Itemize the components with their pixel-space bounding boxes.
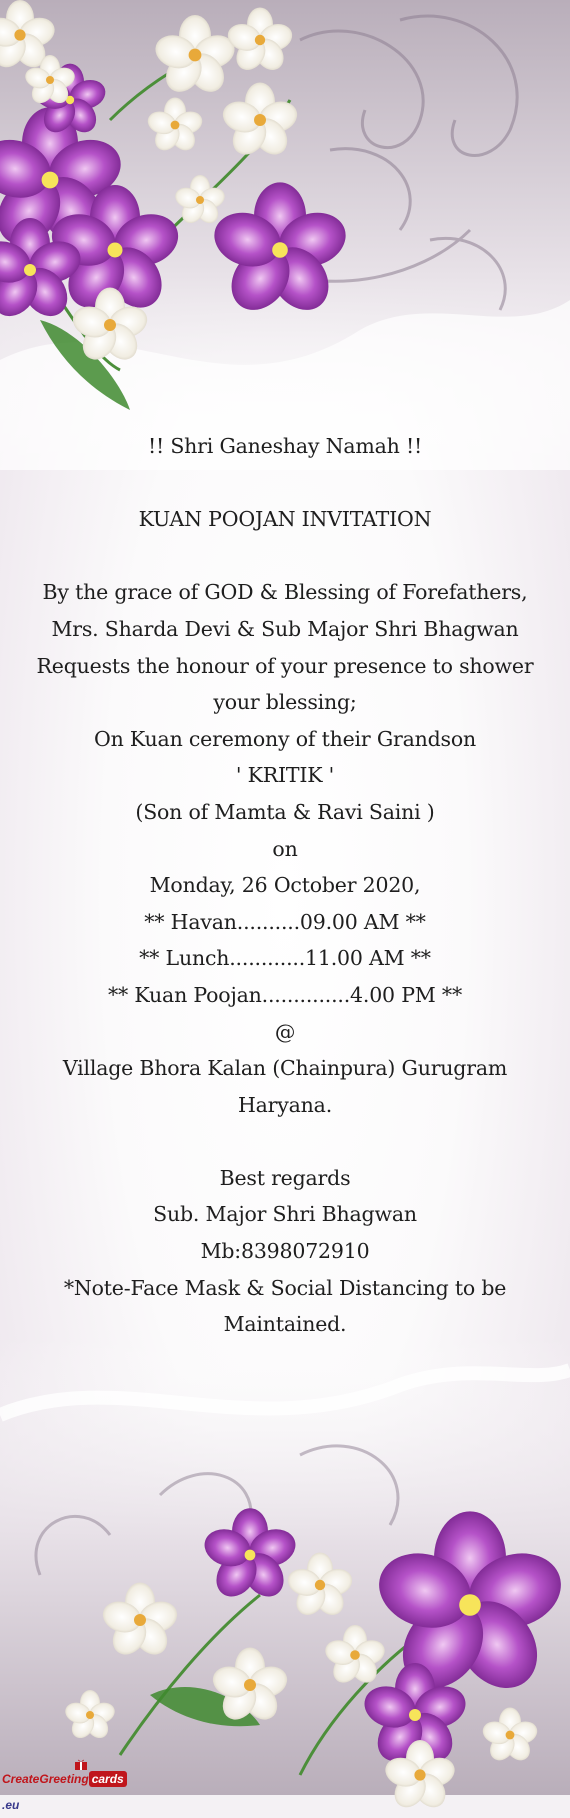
request-line: Requests the honour of your presence to shower [36, 653, 534, 678]
request-line-cont: your blessing; [213, 690, 357, 715]
note-line: *Note-Face Mask & Social Distancing to be [63, 1275, 507, 1300]
at-line: @ [274, 1019, 296, 1044]
havan-time: ** Havan..........09.00 AM ** [144, 909, 426, 934]
regards-line: Best regards [219, 1165, 351, 1190]
venue-line: Village Bhora Kalan (Chainpura) Gurugram [62, 1056, 508, 1081]
kuan-poojan-time: ** Kuan Poojan..............4.00 PM ** [107, 982, 463, 1007]
lunch-time: ** Lunch............11.00 AM ** [139, 946, 431, 971]
gift-icon [74, 1758, 88, 1770]
occasion-line: On Kuan ceremony of their Grandson [93, 726, 477, 751]
venue-state: Haryana. [237, 1092, 333, 1117]
parents-line: (Son of Mamta & Ravi Saini ) [135, 799, 435, 824]
grandson-name: ' KRITIK ' [235, 763, 335, 788]
note-line-cont: Maintained. [223, 1312, 347, 1337]
grace-line: By the grace of GOD & Blessing of Forefathers, [42, 580, 528, 605]
blank-line [20, 465, 550, 502]
bottom-floral-decoration [0, 1275, 570, 1795]
blessing-line: !! Shri Ganeshay Namah !! [147, 434, 423, 458]
brand-watermark[interactable] [2, 1766, 140, 1812]
brand-part-3: .eu [2, 1798, 20, 1812]
brand-part-2: cards [89, 1771, 127, 1787]
on-line: on [272, 836, 298, 861]
brand-part-1: CreateGreeting [2, 1772, 89, 1786]
blank-line [20, 538, 550, 575]
hosts-line: Mrs. Sharda Devi & Sub Major Shri Bhagwan [51, 616, 519, 641]
date-line: Monday, 26 October 2020, [149, 873, 421, 898]
invitation-text [20, 428, 550, 1343]
invitation-title: KUAN POOJAN INVITATION [138, 507, 432, 532]
blank-line [20, 1123, 550, 1160]
mobile-number: Mb:8398072910 [200, 1239, 370, 1264]
sender-name: Sub. Major Shri Bhagwan [153, 1202, 417, 1227]
